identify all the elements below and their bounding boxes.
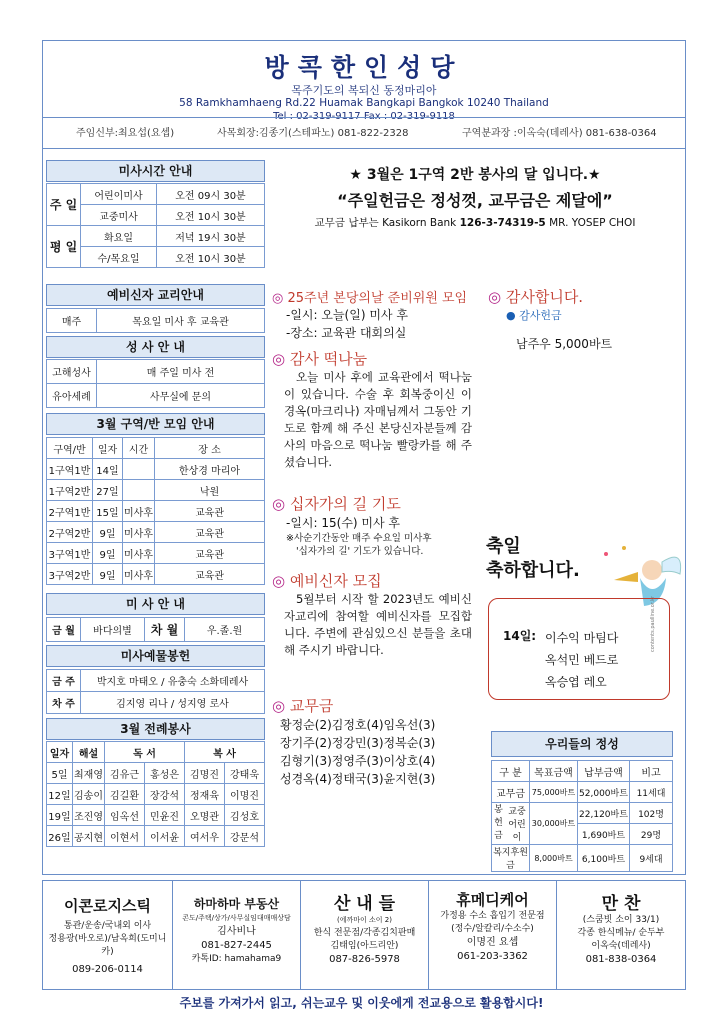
president: 사목회장:김종기(스테파노) 081-822-2328 <box>217 128 409 139</box>
district-title: 3월 구역/반 모임 안내 <box>46 413 265 435</box>
church-address: 58 Ramkhamhaeng Rd.22 Huamak Bangkapi Bangkok 10240 Thailand <box>179 97 549 109</box>
ad-manchan: 만 찬 (스쿰빗 소이 33/1) 각종 한식메뉴/ 순두부 이옥숙(데레사) 081-838-0364 <box>577 894 665 965</box>
offering-title: 미사예물봉헌 <box>46 645 265 667</box>
liturgy-table: 일자 해설 독 서 복 사 5일 최재영 김유근 홍성은 김명진 강태욱 12일 김송이 김길환 장강석 정재육 이명진 19일 조진영 임옥선 민윤진 오명관 김성호 26일 공지현 이현서 이서윤 여서우 강문석 <box>46 741 265 847</box>
thanks: ◎ 감사합니다. ● 감사헌금 남주우 5,000바트 <box>488 288 613 351</box>
finance-table: 구 분 목표금액 납부금액 비고 교무금 75,000바트 52,000바트 11세대 봉 헌 금 교중 어린이 30,000바트 22,120바트 102명 1,690바트 29명 복지후원금 8,000바트 6,100바트 9세대 <box>491 760 673 872</box>
header <box>42 40 686 153</box>
liturgy-title: 3월 전례봉사 <box>46 718 265 740</box>
church-subtitle: 목주기도의 복되신 동정마리아 <box>291 84 437 97</box>
notice-block <box>270 160 680 230</box>
notice-line3: 교무금 납부는 Kasikorn Bank 126-3-74319-5 MR. YOSEP CHOI <box>314 217 636 229</box>
ad-sannaedeul: 산 내 들 (에까마이 소이 2) 한식 전문점/각종김치판매 김태임(아드리안) 087-826-5978 <box>301 881 429 989</box>
news-prep-title: ◎ 25주년 본당의날 준비위원 모임 <box>272 291 468 306</box>
news-catechumen: ◎ 예비신자 모집 5월부터 시작 할 2023년도 예비신자교리에 참여할 예비신자를 모집합니다. 주변에 관심있으신 분들을 초대 해 주시기 바랍니다. <box>272 572 472 657</box>
birthday-title: 축일 축하합니다. <box>486 536 580 581</box>
mass-time-title: 미사시간 안내 <box>46 160 265 182</box>
news-rice-cake: ◎ 감사 떡나눔 오늘 미사 후에 교육관에서 떡나눔이 있습니다. 수술 후 회복중이신 이경옥(마크리나) 자매님께서 그동안 기도로 함께 해 주신 본당신자분들께 감사의 마음으로 떡나눔 빨랑카를 해 주셨습니다. <box>272 350 472 469</box>
notice-line2: “주일헌금은 정성껏, 교무금은 제달에” <box>337 191 613 210</box>
mass-info-table: 금 월 바다의별 차 월 우.졸.원 <box>46 617 265 642</box>
mass-time-table: 주 일 어린이미사 오전 09시 30분 교중미사 오전 10시 30분 평 일 화요일 저녁 19시 30분 수/목요일 오전 10시 30분 <box>46 183 265 268</box>
ad-econ: 이콘로지스틱 통관/운송/국내외 이사 정용광(바오로)/남옥희(도미니카) 089-206-0114 <box>43 881 173 989</box>
district-head: 구역분과장 :이옥숙(데레사) 081-638-0364 <box>462 128 657 139</box>
notice-line1: ★ 3월은 1구역 2반 봉사의 달 입니다.★ <box>349 167 601 183</box>
church-title: 방콕한인성당 <box>264 53 464 82</box>
footer: 주보를 가져가서 읽고, 쉬는교우 및 이웃에게 전교용으로 활용합시다! <box>179 996 544 1010</box>
news-stations: ◎ 십자가의 길 기도 -일시: 15(수) 미사 후 ※사순기간동안 매주 수요일 미사후 '십자가의 길' 기도가 있습니다. <box>272 495 432 557</box>
staff-line <box>42 120 686 140</box>
priest: 주임신부:최요섭(요셉) <box>76 128 175 139</box>
ad-hamahama: 하마하마 부동산 콘도/주택/상가/사무실임대매매상담 김사비나 081-827-2445 카톡ID: hamahama9 <box>173 881 301 989</box>
news-dues: ◎ 교무금 황정순(2)김정호(4)임옥선(3) 장기주(2)정강민(3)정복순(3) 김형기(3)정영주(3)이상호(4) 성경옥(4)정태국(3)윤지현(3) <box>272 697 436 786</box>
birthday-box: 14일: 이수익 마팀다 옥석민 베드로 옥승엽 레오 <box>488 598 670 700</box>
catechumen-title: 예비신자 교리안내 <box>46 284 265 306</box>
sacrament-table: 고해성사 매 주일 미사 전 유아세례 사무실에 문의 <box>46 359 265 408</box>
ad-humedicare: 휴메디케어 가정용 수소 흡입기 전문점 (정수/알칼리/수소수) 이명진 요셉 061-203-3362 <box>429 881 557 989</box>
sacrament-title: 성 사 안 내 <box>46 336 265 358</box>
ads-bar <box>42 880 686 990</box>
catechumen-table: 매주 목요일 미사 후 교육관 <box>46 308 265 333</box>
offering-table: 금 주 박지호 마태오 / 유충숙 소화데레사 차 주 김지영 리나 / 성지영 로사 <box>46 669 265 714</box>
finance-title: 우리들의 정성 <box>491 731 673 757</box>
district-table: 구역/반 일자 시간 장 소 1구역1반 14일 한상경 마리아 1구역2반 27일 낙원 2구역1반 15일 미사후 교육관 2구역2반 9일 미사후 교육관 3구역1반 9일 미사후 교육관 3구역2반 9일 미사후 교육관 <box>46 437 265 585</box>
news-prep: ◎ 25주년 본당의날 준비위원 모임 -일시: 오늘(일) 미사 후 -장소: 교육관 대회의실 <box>272 287 472 342</box>
mass-info-title: 미 사 안 내 <box>46 593 265 615</box>
